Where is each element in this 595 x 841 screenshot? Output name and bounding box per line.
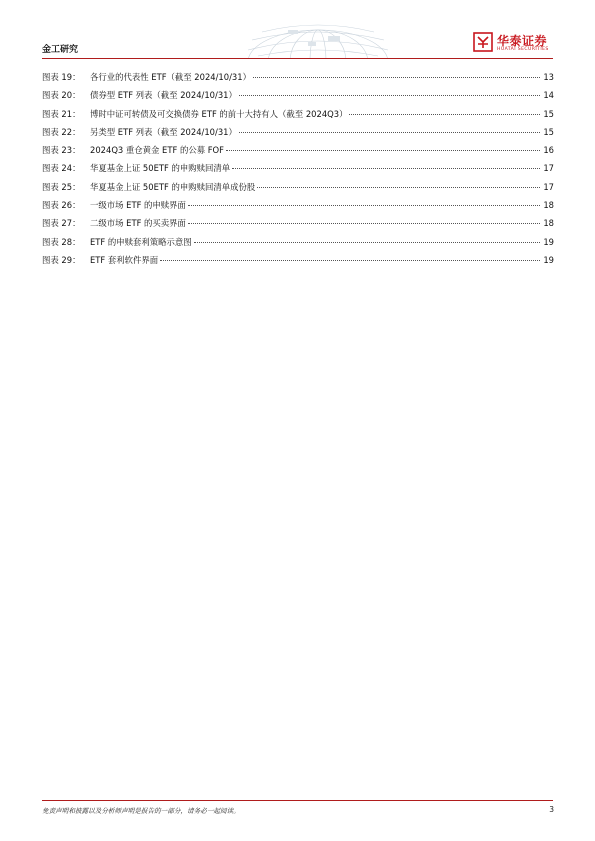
toc-entry-label: 图表 24： [42,163,81,174]
toc-entry[interactable] [42,199,554,217]
logo-text-en: HUATAI SECURITIES [497,47,549,52]
toc-entry-label: 图表 19： [42,72,81,82]
toc-entry-label: 图表 27： [42,218,81,229]
toc-entry-title: ETF 套利软件界面 [90,254,159,265]
header-divider [42,58,553,59]
toc-entry-title: 各行业的代表性 ETF（截至 2024/10/31） [90,72,251,82]
toc-entry-title: 另类型 ETF 列表（截至 2024/10/31） [90,126,237,137]
disclaimer-text: 免责声明和披露以及分析师声明是报告的一部分，请务必一起阅读。 [42,807,240,815]
toc-entry-title: 一级市场 ETF 的申赎界面 [90,200,186,211]
logo-text-cn: 华泰证券 [497,34,548,48]
toc-entry-label: 图表 20： [42,90,81,101]
toc-leader-dots [226,150,540,151]
toc-entry-page: 19 [543,236,554,247]
toc-entry-label: 图表 25： [42,181,81,192]
toc-entry[interactable] [42,236,554,254]
toc-entry[interactable] [42,217,554,235]
toc-entry[interactable] [42,108,554,126]
toc-entry-label: 图表 22： [42,126,81,137]
toc-entry-label: 图表 29： [42,254,81,265]
huatai-logo-icon [473,32,493,52]
toc-entry-page: 15 [543,108,554,119]
toc-entry-title: 债券型 ETF 列表（截至 2024/10/31） [90,90,237,101]
section-title: 金工研究 [42,45,79,55]
toc-entry-title: 2024Q3 重仓黄金 ETF 的公募 FOF [90,145,224,156]
toc-entry-title: 二级市场 ETF 的买卖界面 [90,218,186,229]
page-number: 3 [549,805,554,814]
toc-entry-label: 图表 23： [42,145,81,156]
toc-entry-title: ETF 的申赎套利策略示意图 [90,236,192,247]
toc-entry[interactable] [42,126,554,144]
toc-entry-page: 14 [543,90,554,101]
toc-entry-page: 15 [543,126,554,137]
globe-watermark [228,22,408,58]
toc-leader-dots [188,205,540,206]
toc-entry-page: 17 [543,181,554,192]
toc-leader-dots [349,114,540,115]
toc-leader-dots [194,242,540,243]
toc-leader-dots [253,77,540,78]
page-header [0,0,595,60]
toc-entry[interactable] [42,162,554,180]
toc-leader-dots [188,223,540,224]
toc-entry-page: 19 [543,254,554,265]
toc-entry-page: 17 [543,163,554,174]
toc-entry-page: 16 [543,145,554,156]
toc-entry[interactable] [42,181,554,199]
toc-entry[interactable] [42,89,554,107]
footer-divider [42,800,553,801]
toc-entry-page: 18 [543,218,554,229]
toc-entry[interactable] [42,254,554,272]
toc-entry[interactable] [42,144,554,162]
toc-entry-label: 图表 21： [42,108,81,119]
toc-entry-label: 图表 26： [42,200,81,211]
toc-entry-title: 博时中证可转债及可交换债券 ETF 的前十大持有人（截至 2024Q3） [90,108,348,119]
toc-leader-dots [257,187,540,188]
toc-entry[interactable] [42,71,554,89]
toc-entry-page: 18 [543,200,554,211]
huatai-logo [473,30,555,56]
figure-list [42,71,554,272]
toc-entry-page: 13 [543,72,554,82]
toc-leader-dots [239,132,540,133]
toc-leader-dots [239,95,540,96]
toc-leader-dots [232,168,540,169]
toc-leader-dots [160,260,540,261]
toc-entry-label: 图表 28： [42,236,81,247]
toc-entry-title: 华夏基金上证 50ETF 的申购赎回清单成份股 [90,181,256,192]
toc-entry-title: 华夏基金上证 50ETF 的申购赎回清单 [90,163,231,174]
